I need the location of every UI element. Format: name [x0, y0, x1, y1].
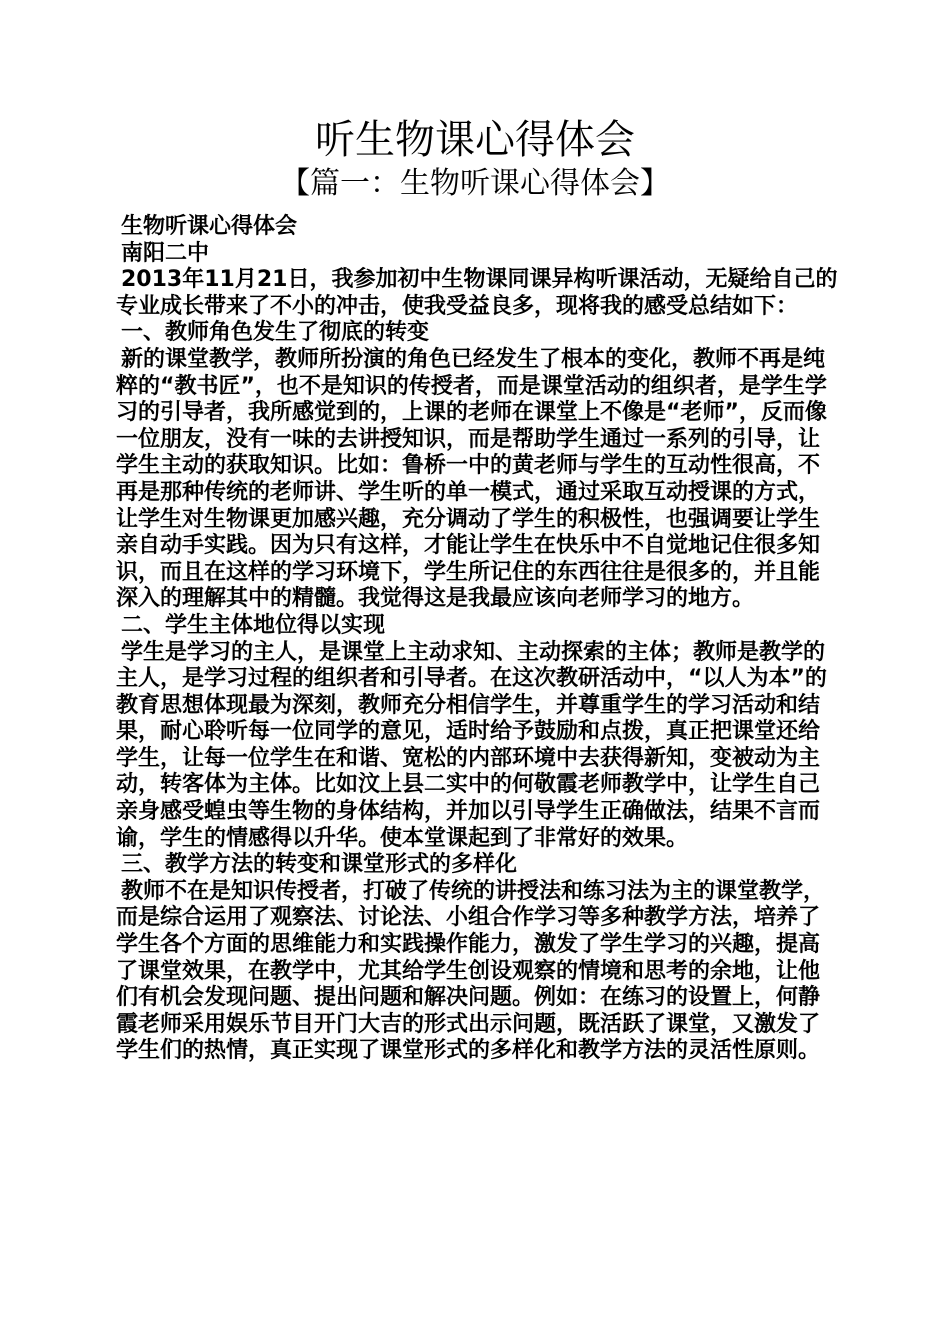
heading-one: 一、教师角色发生了彻底的转变 [121, 320, 430, 346]
school-name: 南阳二中 [121, 240, 210, 266]
document-body [116, 214, 840, 1065]
heading-three: 三、教学方法的转变和课堂形式的多样化 [121, 852, 518, 878]
document-subtitle: 【篇一：生物听课心得体会】 [280, 166, 670, 201]
paragraph-three: 教师不在是知识传授者，打破了传统的讲授法和练习法为主的课堂教学，而是综合运用了观察法、讨论法、小组合作学习等多种教学方法，培养了学生各个方面的思维能力和实践操作能力，激发了学生学习的兴趣，提高了课堂效果，在教学中，尤其给学生创设观察的情境和思考的余地，让他们有机会发现问题、提出问题和解决问题。例如：在练习的设置上，何静霞老师采用娱乐节目开门大吉的形式出示问题，既活跃了课堂，又激发了学生们的热情，真正实现了课堂形式的多样化和教学方法的灵活性原则。 [116, 878, 826, 1064]
paragraph-one: 新的课堂教学，教师所扮演的角色已经发生了根本的变化，教师不再是纯粹的“教书匠”，也不是知识的传授者，而是课堂活动的组织者，是学生学习的引导者，我所感觉到的，上课的老师在课堂上不像是“老师”，反而像一位朋友，没有一味的去讲授知识，而是帮助学生通过一系列的引导，让学生主动的获取知识。比如：鲁桥一中的黄老师与学生的互动性很高，不再是那种传统的老师讲、学生听的单一模式，通过采取互动授课的方式，让学生对生物课更加感兴趣，充分调动了学生的积极性，也强调要让学生亲自动手实践。因为只有这样，才能让学生在快乐中不自觉地记住很多知识，而且在这样的学习环境下，学生所记住的东西往往是很多的，并且能深入的理解其中的精髓。我觉得这是我最应该向老师学习的地方。 [116, 346, 827, 612]
intro-paragraph: 2013年11月21日，我参加初中生物课同课异构听课活动，无疑给自己的专业成长带来了不小的冲击，使我受益良多，现将我的感受总结如下： [116, 267, 838, 319]
section-heading: 生物听课心得体会 [121, 214, 298, 239]
paragraph-two: 学生是学习的主人，是课堂上主动求知、主动探索的主体；教师是教学的主人，是学习过程的组织者和引导者。在这次教研活动中，“以人为本”的教育思想体现最为深刻，教师充分相信学生，并尊重学生的学习活动和结果，耐心聆听每一位同学的意见，适时给予鼓励和点拨，真正把课堂还给学生，让每一位学生在和谐、宽松的内部环境中去获得新知，变被动为主动，转客体为主体。比如汶上县二实中的何敬霞老师教学中，让学生自己亲身感受蝗虫等生物的身体结构，并加以引导学生正确做法，结果不言而谕，学生的情感得以升华。使本堂课起到了非常好的效果。 [116, 639, 827, 851]
heading-two: 二、学生主体地位得以实现 [121, 612, 386, 638]
document-title: 听生物课心得体会 [315, 117, 635, 163]
